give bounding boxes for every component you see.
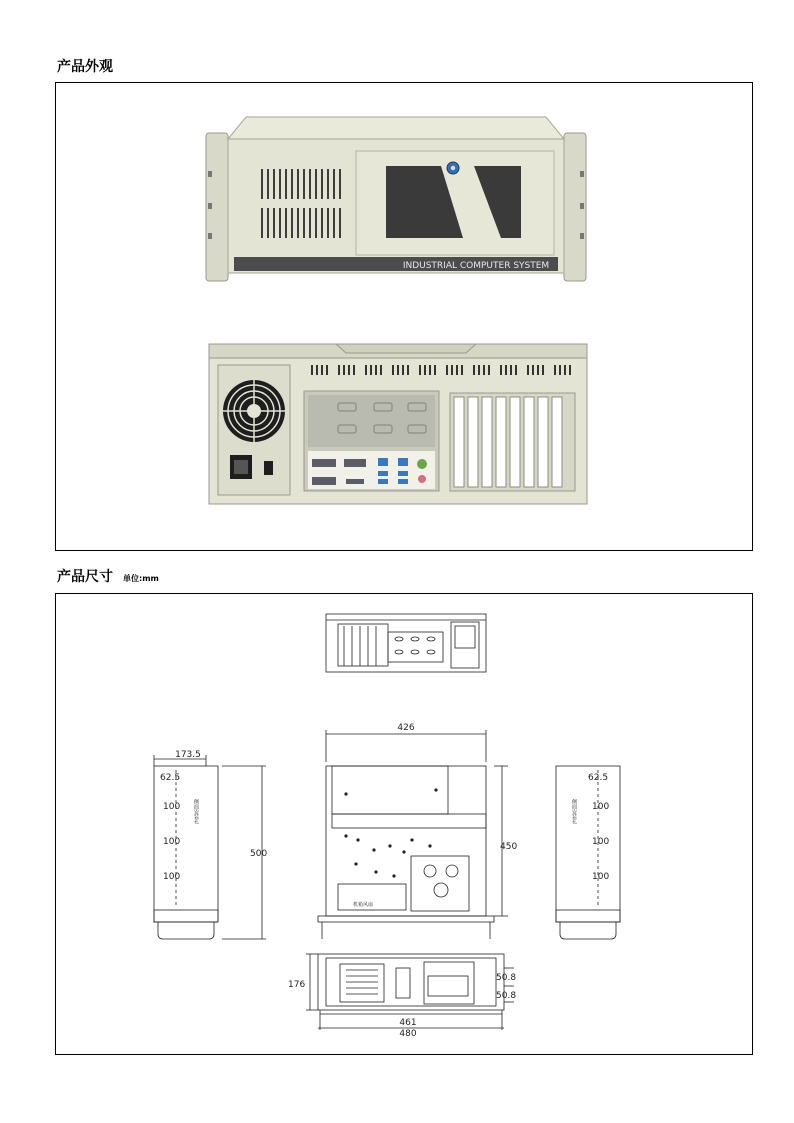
dim-right-first: 62.5 bbox=[588, 773, 609, 783]
dim-front-spacing-b: 50.8 bbox=[496, 991, 517, 1001]
dimension-drawing bbox=[56, 594, 752, 1054]
dim-front-outer-width: 480 bbox=[399, 1029, 417, 1039]
dim-right-spacing-3: 100 bbox=[592, 872, 610, 882]
dim-side-spacing-2: 100 bbox=[163, 837, 181, 847]
front-panel-label: INDUSTRIAL COMPUTER SYSTEM bbox=[402, 261, 550, 271]
dim-side-spacing-3: 100 bbox=[163, 872, 181, 882]
left-side-view bbox=[154, 750, 267, 939]
dim-right-spacing-2: 100 bbox=[592, 837, 610, 847]
dim-front-inner-width: 461 bbox=[399, 1018, 417, 1028]
dim-right-spacing-1: 100 bbox=[592, 802, 610, 812]
unit-note: 单位:mm bbox=[123, 574, 159, 583]
rear-elevation bbox=[326, 614, 486, 672]
section-title-appearance: 产品外观 bbox=[57, 59, 113, 75]
dim-front-height: 176 bbox=[288, 980, 306, 990]
side-note-right: 侧面安装孔 bbox=[571, 799, 577, 824]
dimensions-frame bbox=[55, 593, 753, 1055]
dim-side-first: 62.5 bbox=[160, 773, 181, 783]
dim-side-height: 500 bbox=[250, 849, 268, 859]
fan-note: 机箱风扇 bbox=[353, 902, 374, 908]
section-title-dimensions bbox=[57, 566, 159, 586]
chassis-front-view bbox=[206, 117, 586, 281]
chassis-rear-view bbox=[209, 344, 587, 504]
dim-side-spacing-1: 100 bbox=[163, 802, 181, 812]
appearance-illustration bbox=[56, 83, 752, 550]
section-title-dimensions-text: 产品尺寸 bbox=[57, 569, 113, 585]
appearance-frame bbox=[55, 82, 753, 551]
dim-top-width: 426 bbox=[397, 723, 415, 733]
dim-side-depth: 173.5 bbox=[175, 750, 201, 760]
top-plan-view bbox=[318, 723, 517, 939]
right-side-view bbox=[556, 766, 620, 939]
front-elevation bbox=[288, 954, 516, 1039]
side-note-left: 侧面安装孔 bbox=[193, 799, 199, 824]
dim-front-spacing-a: 50.8 bbox=[496, 973, 517, 983]
dim-depth: 450 bbox=[500, 842, 518, 852]
